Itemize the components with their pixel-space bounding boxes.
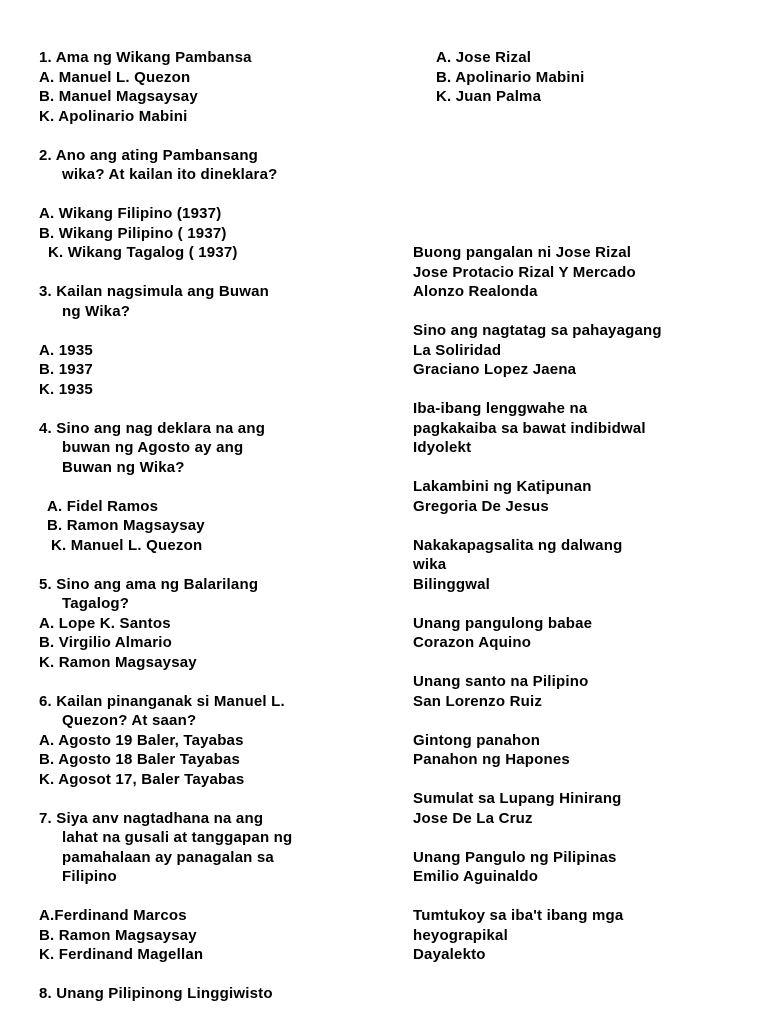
left-column-line: K. Agosot 17, Baler Tayabas xyxy=(39,770,245,788)
left-column-line: K. Ferdinand Magellan xyxy=(39,946,204,963)
left-column-line: 7. Siya anv nagtadhana na ang xyxy=(39,809,264,827)
left-column-line: pamahalaan ay panagalan sa xyxy=(62,848,274,866)
left-column-line: A. Manuel L. Quezon xyxy=(39,68,191,86)
left-column-line: Filipino xyxy=(62,868,117,885)
left-column-line: B. Wikang Pilipino ( 1937) xyxy=(39,224,227,242)
right-column-line: Idyolekt xyxy=(413,439,472,456)
left-column-line: K. Apolinario Mabini xyxy=(39,107,188,125)
right-column-line: Corazon Aquino xyxy=(413,634,532,651)
right-column-line: Unang pangulong babae xyxy=(413,614,593,632)
left-column-line: 8. Unang Pilipinong Linggiwisto xyxy=(39,985,273,1002)
left-column-line: 5. Sino ang ama ng Balarilang xyxy=(39,575,259,593)
left-column-line: Buwan ng Wika? xyxy=(62,458,185,476)
left-column-line: 2. Ano ang ating Pambansang xyxy=(39,146,259,164)
left-column-line: A.Ferdinand Marcos xyxy=(39,907,187,924)
right-column-line: Emilio Aguinaldo xyxy=(413,868,539,885)
left-column-line: B. Virgilio Almario xyxy=(39,634,172,651)
right-column-line: wika xyxy=(413,556,447,573)
left-column-line: K. 1935 xyxy=(39,380,93,398)
left-column-line: Quezon? At saan? xyxy=(62,712,197,729)
right-column-line: Buong pangalan ni Jose Rizal xyxy=(413,244,632,261)
right-column-line: Tumtukoy sa iba't ibang mga xyxy=(413,907,624,924)
right-column-line: La Soliridad xyxy=(413,341,502,359)
left-column-line: 3. Kailan nagsimula ang Buwan xyxy=(39,283,270,300)
left-column-line: K. Ramon Magsaysay xyxy=(39,653,197,671)
left-column-line: B. Agosto 18 Baler Tayabas xyxy=(39,751,241,768)
right-column-line: Unang santo na Pilipino xyxy=(413,673,589,690)
left-column-line: ng Wika? xyxy=(62,302,131,320)
right-column-line: Sino ang nagtatag sa pahayagang xyxy=(413,322,662,339)
right-column-line: Jose De La Cruz xyxy=(413,809,533,827)
right-column-line: Bilinggwal xyxy=(413,575,490,593)
left-column-line: A. Fidel Ramos xyxy=(47,497,159,515)
right-column-line: Unang Pangulo ng Pilipinas xyxy=(413,848,617,866)
left-column-line: A. Lope K. Santos xyxy=(39,614,171,632)
left-column-line: B. 1937 xyxy=(39,361,93,378)
left-column-line: A. 1935 xyxy=(39,341,93,359)
left-column-line: lahat na gusali at tanggapan ng xyxy=(62,829,293,846)
right-column-line: Nakakapagsalita ng dalwang xyxy=(413,536,623,554)
right-column-line: San Lorenzo Ruiz xyxy=(413,692,543,710)
right-column-line: Sumulat sa Lupang Hinirang xyxy=(413,790,622,807)
right-column-line: B. Apolinario Mabini xyxy=(436,68,585,86)
left-column-line: 4. Sino ang nag deklara na ang xyxy=(39,419,266,437)
left-column-line: B. Ramon Magsaysay xyxy=(47,517,205,534)
left-column-line: Tagalog? xyxy=(62,595,130,612)
right-column-line: K. Juan Palma xyxy=(436,88,542,105)
left-column-line: wika? At kailan ito dineklara? xyxy=(62,166,278,183)
right-column-line: A. Jose Rizal xyxy=(436,49,532,66)
right-column-line: Panahon ng Hapones xyxy=(413,751,570,768)
right-column-line: Dayalekto xyxy=(413,946,486,963)
left-column-line: B. Ramon Magsaysay xyxy=(39,926,197,944)
left-column-line: K. Wikang Tagalog ( 1937) xyxy=(48,244,238,261)
left-column-line: A. Wikang Filipino (1937) xyxy=(39,205,222,222)
right-column-line: Gintong panahon xyxy=(413,731,541,749)
left-column-line: K. Manuel L. Quezon xyxy=(51,536,203,554)
right-column-line: Iba-ibang lenggwahe na xyxy=(413,400,588,417)
left-column-line: buwan ng Agosto ay ang xyxy=(62,439,244,456)
left-column-line: A. Agosto 19 Baler, Tayabas xyxy=(39,731,244,749)
left-column-line: B. Manuel Magsaysay xyxy=(39,88,198,105)
left-column-line: 1. Ama ng Wikang Pambansa xyxy=(39,49,252,66)
right-column-line: heyograpikal xyxy=(413,926,508,944)
left-column-line: 6. Kailan pinanganak si Manuel L. xyxy=(39,692,285,710)
right-column-line: Jose Protacio Rizal Y Mercado xyxy=(413,263,636,281)
right-column-line: pagkakaiba sa bawat indibidwal xyxy=(413,419,646,437)
right-column-line: Alonzo Realonda xyxy=(413,283,538,300)
right-column-line: Gregoria De Jesus xyxy=(413,497,549,515)
right-column-line: Graciano Lopez Jaena xyxy=(413,361,577,378)
right-column-line: Lakambini ng Katipunan xyxy=(413,478,592,495)
